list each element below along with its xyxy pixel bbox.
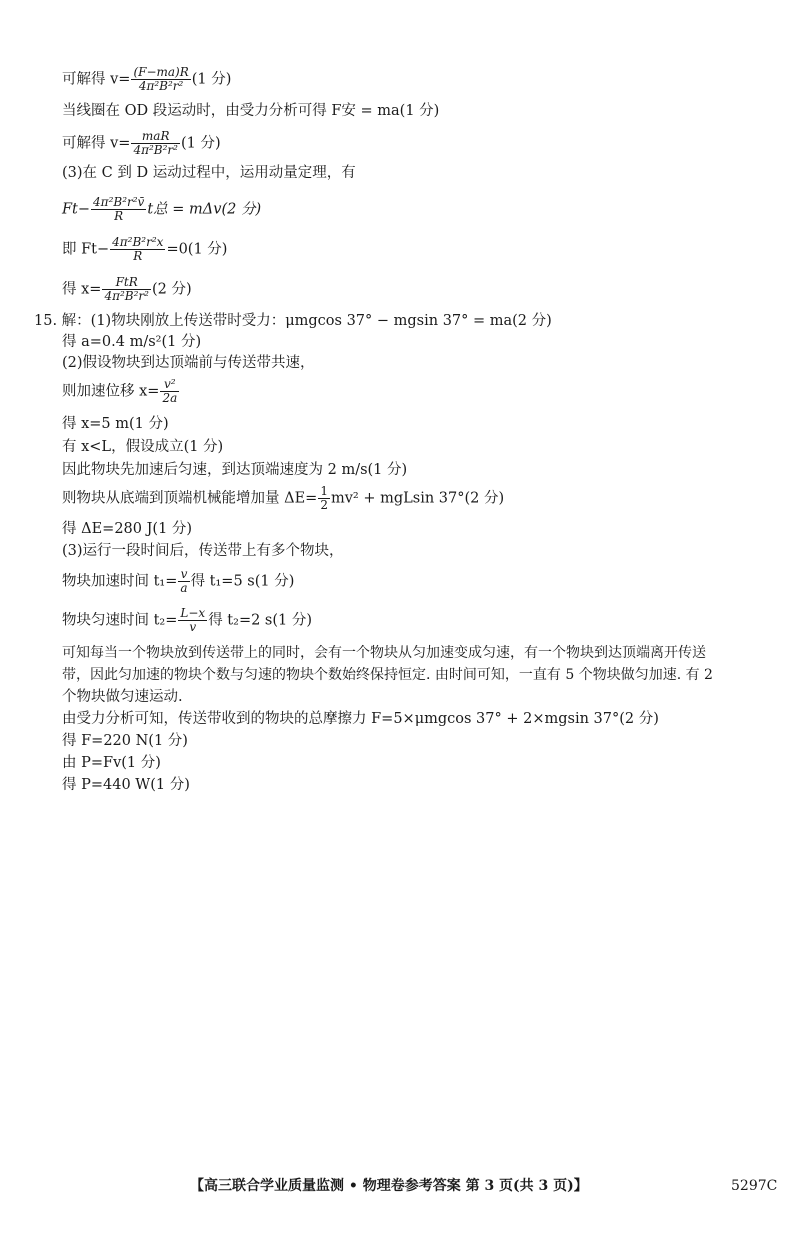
solution-line-17: (3)运行一段时间后，传送带上有多个物块， <box>62 543 344 559</box>
solution-line-9: 得 a=0.4 m/s²(1 分) <box>62 334 202 350</box>
fraction: $\frac{\text{v²}}{2a}$ <box>162 377 178 405</box>
fraction: $\frac{L-x}{v}$ <box>180 606 206 634</box>
solution-line-16: 得 ΔE=280 J(1 分) <box>62 521 193 537</box>
solution-line-13: 有 x<L，假设成立(1 分) <box>62 439 224 455</box>
fraction: $\frac{(F-ma)R}{\text{4π²B²r²}}$ <box>133 65 189 93</box>
solution-line-12: 得 x=5 m(1 分) <box>62 416 169 432</box>
solution-line-5: Ft− $\frac{\text{4π²B²r²v̄}}{R}$ t总 = mΔv(2 分) <box>62 195 262 223</box>
fraction: $\frac{\text{4π²B²r²v̄}}{R}$ <box>93 195 145 223</box>
fraction: $\frac{1}{2}$ <box>320 484 328 512</box>
problem-15-heading: 15. 解：(1)物块刚放上传送带时受力：μmgcos 37° − mgsin 37° = ma(2 分) <box>34 313 552 329</box>
footer-code: 5297C <box>731 1178 778 1194</box>
solution-line-4: (3)在 C 到 D 运动过程中，运用动量定理，有 <box>62 165 356 181</box>
solution-line-19: 物块匀速时间 t₂= $\frac{L-x}{v}$ 得 t₂=2 s(1 分) <box>62 606 313 634</box>
solution-line-7: 得 x= $\frac{\text{FtR}}{\text{4π²B²r²}}$ (2 分) <box>62 275 192 303</box>
solution-line-14: 因此物块先加速后匀速，到达顶端速度为 2 m/s(1 分) <box>62 462 408 478</box>
solution-line-22: 个物块做匀速运动. <box>62 689 183 705</box>
solution-line-18: 物块加速时间 t₁= $\frac{v}{a}$ 得 t₁=5 s(1 分) <box>62 567 295 595</box>
fraction: $\frac{\text{4π²B²r²x}}{R}$ <box>112 235 164 263</box>
solution-line-2: 当线圈在 OD 段运动时，由受力分析可得 F安 = ma(1 分) <box>62 103 440 119</box>
solution-line-20: 可知每当一个物块放到传送带上的同时，会有一个物块从匀加速变成匀速，有一个物块到达顶端离开传送 <box>62 645 706 661</box>
fraction: $\frac{v}{a}$ <box>180 567 188 595</box>
solution-line-3: 可解得 v= $\frac{\text{maR}}{\text{4π²B²r²}}$ (1 分) <box>62 129 221 157</box>
fraction: $\frac{\text{FtR}}{\text{4π²B²r²}}$ <box>104 275 149 303</box>
footer-title: 【高三联合学业质量监测 • 物理卷参考答案 第 3 页(共 3 页)】 <box>190 1178 588 1194</box>
solution-line-23: 由受力分析可知，传送带收到的物块的总摩擦力 F=5×μmgcos 37° + 2×mgsin 37°(2 分) <box>62 711 659 727</box>
solution-line-6: 即 Ft− $\frac{\text{4π²B²r²x}}{R}$ =0(1 分) <box>62 235 228 263</box>
fraction: $\frac{\text{maR}}{\text{4π²B²r²}}$ <box>133 129 178 157</box>
solution-line-11: 则加速位移 x= $\frac{\text{v²}}{2a}$ <box>62 377 178 405</box>
solution-line-24: 得 F=220 N(1 分) <box>62 733 188 749</box>
solution-line-25: 由 P=Fv(1 分) <box>62 755 161 771</box>
solution-line-26: 得 P=440 W(1 分) <box>62 777 190 793</box>
solution-line-15: 则物块从底端到顶端机械能增加量 ΔE= $\frac{1}{2}$ mv² + mgLsin 37°(2 分) <box>62 484 505 512</box>
solution-line-21: 带，因此匀加速的物块个数与匀速的物块个数始终保持恒定. 由时间可知，一直有 5 个物块做匀加速. 有 2 <box>62 667 713 683</box>
solution-line-1: 可解得 v= $\frac{(F-ma)R}{\text{4π²B²r²}}$ (1 分) <box>62 65 232 93</box>
solution-line-10: (2)假设物块到达顶端前与传送带共速， <box>62 355 315 371</box>
